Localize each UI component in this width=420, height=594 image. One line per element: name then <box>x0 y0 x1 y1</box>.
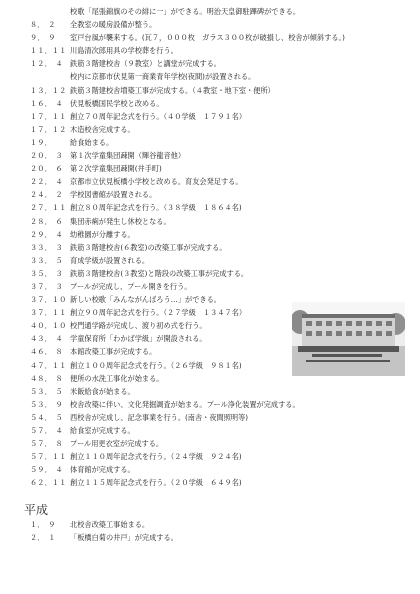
history-text: 幼稚園が分離する。 <box>70 229 135 239</box>
history-date: ２８． ６ <box>30 216 63 226</box>
history-date: ５７．１１ <box>30 452 67 462</box>
history-row <box>30 385 405 398</box>
history-date: ３３． ３ <box>30 242 63 252</box>
history-date: ３７． ３ <box>30 281 63 291</box>
history-text: 創立８０周年記念式を行う。（３８学級 １８６４名) <box>70 203 242 213</box>
history-row <box>30 57 405 70</box>
history-date: ３３． ５ <box>30 255 63 265</box>
history-text: 校歌「尾張錦旗のその緋に一」ができる。明治天皇御駐蹕碑ができる。 <box>70 7 301 16</box>
history-text: 育成学級が設置される。 <box>70 255 150 265</box>
history-date: ３７．１０ <box>30 295 67 305</box>
history-row <box>30 254 405 267</box>
history-date: ９． ９ <box>30 33 56 43</box>
history-text: 鉄筋３階建校舎(６教室)の改築工事が完成する。 <box>70 242 227 252</box>
history-text: 創立９０周年記念式を行う。（２７学級 １３４７名） <box>70 308 247 318</box>
history-text: 校舎改築に伴い、文化発掘調査が始まる。プール浄化装置が完成する。 <box>70 399 300 409</box>
history-row <box>30 476 405 489</box>
history-text: 創立７０周年記念式を行う。（４０学級 １７９１名） <box>70 111 247 121</box>
history-text: 給食始まる。 <box>70 137 114 147</box>
history-row <box>30 201 405 214</box>
history-row <box>30 241 405 254</box>
history-row <box>30 531 390 544</box>
history-date: １１．１１ <box>30 46 67 56</box>
history-row <box>30 110 405 123</box>
history-row <box>30 518 390 531</box>
history-row <box>30 162 405 175</box>
history-text: プール用更衣室が完成する。 <box>70 439 164 449</box>
history-text: 創立１１５周年記念式を行う。（２０学級 ６４９名) <box>70 478 242 488</box>
history-date: ５７． ４ <box>30 426 63 435</box>
history-date: ４０．１０ <box>30 321 67 331</box>
history-text: 西校舎が完成し、記念事業を行う。(南舎・夜間照明等) <box>70 412 249 422</box>
history-text: 体育館が完成する。 <box>70 465 135 475</box>
history-text: 便所の水洗工事化が始まる。 <box>70 373 164 383</box>
history-row <box>30 463 405 476</box>
history-row <box>30 149 405 162</box>
history-text: 校門通学路が完成し、渡り初め式を行う。 <box>70 321 207 331</box>
history-row <box>30 228 405 241</box>
history-date: ２． １ <box>30 533 56 543</box>
history-date <box>30 5 70 18</box>
history-date: １． ９ <box>30 520 56 529</box>
history-text: 室戸台風が襲来する。(瓦７，０００枚 ガラス３００枚が破損し、校舎が傾斜する。) <box>70 33 345 43</box>
history-row <box>30 411 405 424</box>
history-row <box>30 136 405 149</box>
history-row <box>30 188 405 201</box>
history-date: ２０． ３ <box>30 151 63 161</box>
history-date: ５４． ５ <box>30 412 63 422</box>
history-row <box>30 267 405 280</box>
history-text: 鉄筋３階建校舎（９教室）と講堂が完成する。 <box>70 59 221 69</box>
heisei-list <box>30 518 390 544</box>
history-date: ２２． ４ <box>30 177 63 187</box>
history-date: ２０． ６ <box>30 164 63 174</box>
history-text: 創立１００周年記念式を行う。（２６学級 ９８１名) <box>70 360 242 370</box>
school-photo-image <box>292 302 405 376</box>
history-text: 本館改築工事が完成する。 <box>70 347 157 357</box>
school-building-photo <box>292 302 405 376</box>
history-date: ６２．１１ <box>30 478 67 488</box>
history-text: 学校図書館が設置される。 <box>70 190 157 200</box>
history-date: ５７． ８ <box>30 439 63 449</box>
history-row <box>30 398 405 411</box>
history-date: １２． ４ <box>30 59 63 69</box>
history-date: ４７．１１ <box>30 360 67 370</box>
history-date: ４８． ８ <box>30 373 63 383</box>
history-text: 北校舎改築工事始まる。 <box>70 520 150 529</box>
history-row <box>30 5 405 18</box>
history-text: 川島清次郎用具の学校葬を行う。 <box>70 46 178 56</box>
history-row <box>30 97 405 110</box>
history-text: 米飯給食が始まる。 <box>70 386 135 396</box>
era-heading: 平成 <box>24 503 49 517</box>
history-text: 京都市立伏見板橋小学校と改める。育友会発足する。 <box>70 177 243 187</box>
history-date: ８． ２ <box>30 20 56 30</box>
history-row <box>30 18 405 31</box>
history-date: ２７．１１ <box>30 203 67 213</box>
history-row <box>30 84 405 97</box>
history-date: ２９． ４ <box>30 229 63 239</box>
history-text: 伏見板橋国民学校と改める。 <box>70 98 164 108</box>
history-row <box>30 424 405 437</box>
history-date: １７．１１ <box>30 111 67 121</box>
history-text: 給食室が完成する。 <box>70 426 135 435</box>
history-text: 創立１１０周年記念式を行う。（２４学級 ９２４名) <box>70 452 242 462</box>
history-date: ３７．１１ <box>30 308 67 318</box>
history-row <box>30 44 405 57</box>
history-text: 校内に京都市伏見第一商業青年学校(夜間)が設置される。 <box>70 72 256 82</box>
history-text: 「板橋白菊の井戸」が完成する。 <box>70 533 178 543</box>
history-text: 全教室の暖房設備が整う。 <box>70 20 157 30</box>
history-text: 第１次学童集団疎開（輝谷龍音他） <box>70 151 186 161</box>
history-row <box>30 123 405 136</box>
history-row <box>30 450 405 463</box>
history-date: ５３． ９ <box>30 399 63 409</box>
history-date: ３５． ３ <box>30 268 63 278</box>
history-row <box>30 280 405 293</box>
history-text: 木造校舎完成する。 <box>70 124 135 134</box>
history-date: １９． <box>30 137 52 147</box>
history-date: １６． ４ <box>30 98 63 108</box>
history-date: ４６． ８ <box>30 347 63 357</box>
history-row <box>30 215 405 228</box>
history-date: ４３． ４ <box>30 334 63 344</box>
history-row <box>30 175 405 188</box>
history-date <box>30 70 70 83</box>
history-date: １３．１２ <box>30 85 67 95</box>
history-row <box>30 70 405 83</box>
history-list <box>30 5 405 489</box>
history-text: プールが完成し、プール開きを行う。 <box>70 281 192 291</box>
history-text: 集団赤痢が発生し休校となる。 <box>70 216 171 226</box>
history-date: １７．１２ <box>30 124 67 134</box>
history-row <box>30 437 405 450</box>
history-date: ５３． ５ <box>30 386 63 396</box>
history-row <box>30 31 405 44</box>
history-date: ２４． ２ <box>30 190 63 200</box>
history-text: 鉄筋３階建校舎増築工事が完成する。（４教室・地下室・便所） <box>70 85 275 95</box>
history-text: 新しい校歌「みんながんばろう…」ができる。 <box>70 295 221 305</box>
history-text: 学童保育所「わかば学級」が開設される。 <box>70 334 207 344</box>
history-text: 第２次学童集団疎開(井手町) <box>70 164 162 174</box>
history-text: 鉄筋３階建校舎(３教室)と階段の改築工事が完成する。 <box>70 268 249 278</box>
history-date: ５９． ４ <box>30 465 63 475</box>
